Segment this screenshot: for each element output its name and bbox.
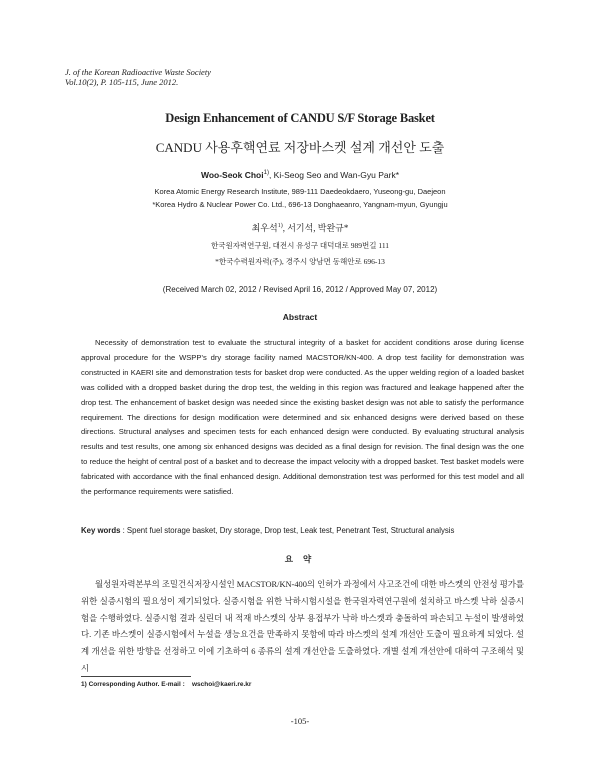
first-author-korean-mark: 1): [277, 223, 283, 229]
keywords-text: : Spent fuel storage basket, Dry storage, Drop test, Leak test, Penetrant Test, Structural analysis: [120, 526, 455, 535]
other-authors: , Ki-Seog Seo and Wan-Gyu Park*: [268, 170, 400, 180]
affiliation-korean-2: *한국수력원자력(주), 경주시 양남면 동해안로 696-13: [215, 257, 385, 266]
korean-abstract-text: 월성원자력본부의 조밀건식저장시설인 MACSTOR/KN-400의 인허가 과정에서 사고조건에 대한 바스켓의 안전성 평가를 위한 실증시험의 필요성이 제기되었다. 실증시험을 위한 낙하시험시설을 한국원자력연구원에 설치하고 바스켓 낙하 실증시험을 수행하였다. 실증시험 결과 실린더 내 적재 바스켓의 상부 용접부가 낙하 바스켓과 충돌하여 파손되고 누설이 발생하였다. 기존 바스켓이 실증시험에서 누설을 생능요건을 만족하지 못함에 따라 바스켓의 설계 개선안 도출이 필요하게 되었다. 설계 개선을 위한 방향을 선정하고 이에 기초하여 6 종류의 설계 개선안을 도출하였다. 개별 설계 개선안에 대하여 구조해석 및 시: [81, 580, 524, 673]
other-authors-korean: , 서기석, 박완규*: [282, 223, 349, 233]
page-number: -105-: [290, 716, 310, 726]
footnote-label: 1) Corresponding Author. E-mail :: [81, 681, 185, 688]
first-author-korean: 최우석: [251, 223, 278, 233]
journal-citation: [65, 67, 211, 87]
author-email: wschoi@kaeri.re.kr: [192, 681, 252, 688]
journal-volume: Vol.10(2), P. 105-115, June 2012.: [65, 77, 179, 87]
first-author: Woo-Seok Choi: [200, 170, 264, 180]
affiliation-english-1: Korea Atomic Energy Research Institute, 989-111 Daedeokdaero, Yuseong-gu, Daejeon: [154, 187, 446, 196]
keywords: [81, 526, 541, 535]
abstract-heading: Abstract: [282, 312, 318, 322]
footnote-divider: [81, 676, 191, 677]
korean-abstract-heading: 요 약: [284, 554, 316, 564]
authors-english: [0, 170, 600, 180]
abstract-text: Necessity of demonstration test to evaluate the structural integrity of a basket for accident conditions arose during license approval procedure for the WSPP’s dry storage facility named MACSTOR/KN-400. A drop test facility for demonstration was constructed in KAERI site and demonstration tests for basket drop were conducted. As the upper welding region of a loaded basket was collided with a dropped basket during the drop test, the welding in this region was fractured and leakage happened after the drop test. The enhancement of basket design was needed since the existing basket design was not able to satisfy the performance requirement. The directions for design modification were determined and six enhanced designs were derived based on these directions. Structural analyses and specimen tests for each enhanced design were conducted. By evaluating structural analysis results and test results, one among six enhanced designs was decided as a final design for revision. The final design was the one to reduce the height of central post of a basket and to decrease the impact velocity with a dropped basket. Test basket models were fabricated with accordance with the final enhanced design. Additional demonstration test was performed for this test model and all the performance requirements were satisfied.: [81, 338, 524, 497]
journal-name: J. of the Korean Radioactive Waste Society: [65, 67, 211, 77]
affiliation-korean-1: 한국원자력연구원, 대전시 유성구 대덕대로 989번길 111: [210, 241, 390, 250]
keywords-label: Key words: [81, 526, 121, 535]
first-author-mark: 1): [263, 170, 269, 177]
paper-title-korean: CANDU 사용후핵연료 저장바스켓 설계 개선안 도출: [155, 140, 445, 155]
authors-korean: [0, 221, 600, 234]
paper-title-english: Design Enhancement of CANDU S/F Storage Basket: [165, 111, 435, 125]
submission-dates: (Received March 02, 2012 / Revised April 16, 2012 / Approved May 07, 2012): [162, 285, 438, 294]
affiliation-english-2: *Korea Hydro & Nuclear Power Co. Ltd., 696-13 Donghaeanro, Yangnam-myun, Gyungju: [152, 200, 448, 209]
corresponding-author-footnote: [81, 681, 251, 688]
